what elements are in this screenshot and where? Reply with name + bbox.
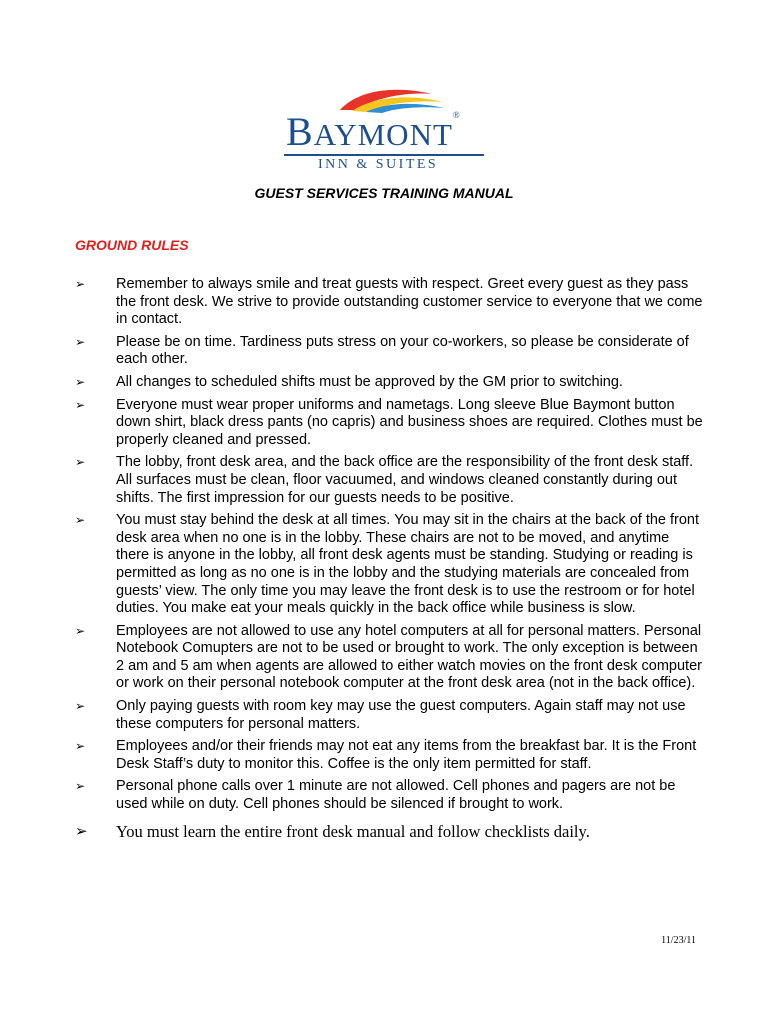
list-item	[75, 334, 705, 369]
rule-text: Please be on time. Tardiness puts stress on your co-workers, so please be considerate of each other.	[116, 333, 689, 368]
list-item	[75, 454, 705, 507]
arrow-bullet-icon: ➢	[75, 334, 86, 349]
list-item	[75, 512, 705, 618]
rule-text: Only paying guests with room key may use the guest computers. Again staff may not use these computers for personal matters.	[116, 698, 686, 732]
list-item	[75, 374, 705, 392]
list-item	[75, 698, 705, 733]
logo-divider	[284, 154, 484, 156]
arrow-bullet-icon: ➢	[75, 455, 86, 470]
arrow-bullet-icon: ➢	[75, 699, 86, 714]
list-item	[75, 738, 705, 773]
list-item	[75, 397, 705, 450]
rule-text: The lobby, front desk area, and the back office are the responsibility of the front desk staff. All surfaces must be clean, floor vacuumed, and windows cleaned constantly during out shifts. The first impression for our guests needs to be positive.	[116, 454, 694, 506]
arrow-bullet-icon: ➢	[75, 513, 86, 528]
rule-text: You must learn the entire front desk manual and follow checklists daily.	[116, 821, 590, 841]
arrow-bullet-icon: ➢	[75, 739, 86, 754]
arrow-bullet-icon: ➢	[75, 779, 86, 794]
document-date: 11/23/11	[661, 935, 696, 946]
rule-text: Remember to always smile and treat guests with respect. Greet every guest as they pass the front desk. We strive to provide outstanding customer service to everyone that we come in contact.	[116, 276, 703, 328]
list-item	[75, 822, 705, 842]
arrow-bullet-icon: ➢	[75, 277, 86, 291]
list-item	[75, 623, 705, 693]
logo-subtitle: INN & SUITES	[318, 157, 439, 172]
registered-mark: ®	[452, 110, 461, 120]
arrow-bullet-icon: ➢	[75, 374, 86, 389]
arrow-bullet-icon: ➢	[75, 397, 86, 412]
section-heading: GROUND RULES	[75, 237, 189, 253]
document-title: GUEST SERVICES TRAINING MANUAL	[254, 185, 514, 201]
arrow-bullet-icon: ➢	[75, 823, 88, 840]
list-item	[75, 276, 705, 329]
list-item	[75, 778, 705, 813]
rules-list	[75, 276, 705, 847]
rule-text: Employees are not allowed to use any hotel computers at all for personal matters. Personal Notebook Comupters are not to be used or brought to work. The only exception is between 2 am and 5 am when agents are allowed to either watch movies on the front desk computer or work on their personal notebook computer at the front desk area (not in the back office).	[116, 622, 702, 692]
logo-wordmark: BAYMONT®	[286, 109, 461, 154]
rule-text: Personal phone calls over 1 minute are not allowed. Cell phones and pagers are not be used while on duty. Cell phones should be silenced if brought to work.	[116, 778, 676, 813]
rule-text: Employees and/or their friends may not eat any items from the breakfast bar. It is the Front Desk Staff’s duty to monitor this. Coffee is the only item permitted for staff.	[116, 738, 697, 772]
arrow-bullet-icon: ➢	[75, 623, 86, 638]
rule-text: Everyone must wear proper uniforms and nametags. Long sleeve Blue Baymont button down shirt, black dress pants (no capris) and business shoes are required. Clothes must be properly cleaned and pressed.	[116, 396, 703, 448]
rule-text: You must stay behind the desk at all times. You may sit in the chairs at the back of the front desk area when no one is in the lobby. These chairs are not to be moved, and anytime there is anyone in the lobby, all front desk agents must be standing. Studying or reading is permitted as long as no one is in the lobby and the studying materials are concealed from guests’ view. The only time you may leave the front desk is to use the restroom or for hotel duties. You make eat your meals quickly in the back office while business is slow.	[116, 512, 700, 617]
baymont-logo	[282, 84, 492, 170]
rule-text: All changes to scheduled shifts must be approved by the GM prior to switching.	[116, 373, 623, 390]
